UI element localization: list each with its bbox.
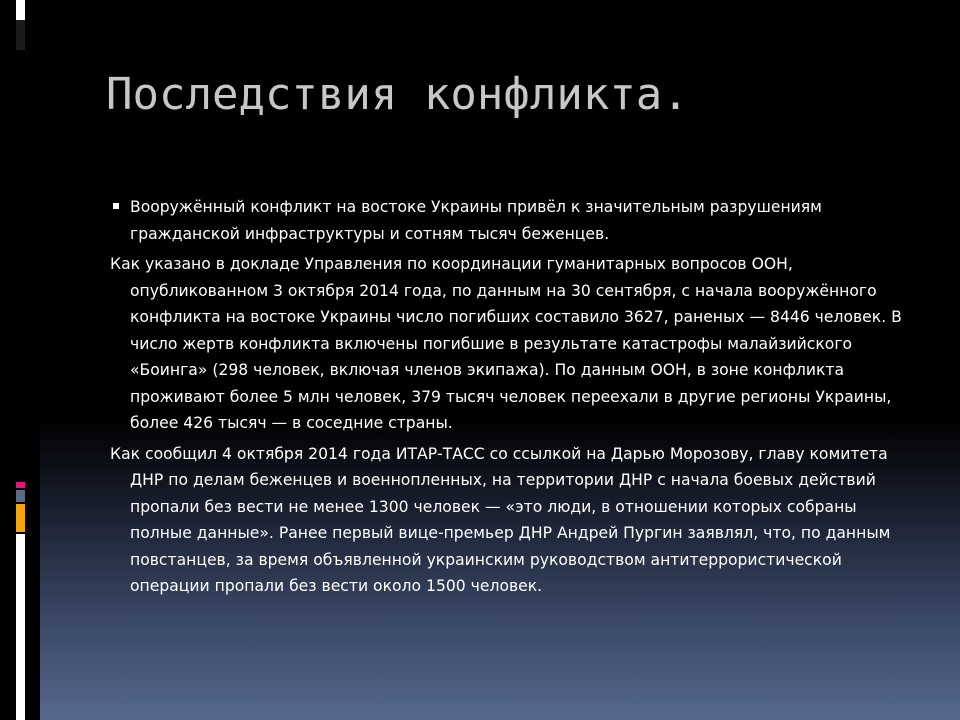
accent-bar-dark — [16, 20, 25, 50]
accent-bar-white-top — [16, 0, 25, 20]
bullet-item — [110, 194, 910, 247]
bullet-square-icon — [113, 203, 119, 209]
bullet-text: Вооружённый конфликт на востоке Украины привёл к значительным разрушениям гражданской инфраструктуры и сотням тысяч беженцев. — [130, 198, 822, 243]
accent-bar-pink — [16, 482, 25, 488]
accent-bar-slate — [16, 490, 25, 502]
accent-bar-white-bottom — [16, 534, 25, 720]
slide-body — [110, 194, 910, 604]
paragraph-casualties: Как указано в докладе Управления по координации гуманитарных вопросов ООН, опубликованном 3 октября 2014 года, по данным на 30 сентября, с начала вооружённого конфликта на востоке Украины число погибших составило 3627, раненых — 8446 человек. В число жертв конфликта включены погибшие в результате катастрофы малайзийского «Боинга» (298 человек, включая членов экипажа). По данным ООН, в зоне конфликта проживают более 5 млн человек, 379 тысяч человек переехали в другие регионы Украины, более 426 тысяч — в соседние страны. — [110, 255, 902, 432]
accent-bars — [0, 0, 40, 720]
paragraph-missing: Как сообщил 4 октября 2014 года ИТАР-ТАСС со ссылкой на Дарью Морозову, главу комитета ДНР по делам беженцев и военнопленных, на территории ДНР с начала боевых действий пропали без вести не менее 1300 человек — «это люди, в отношении которых собраны полные данные». Ранее первый вице-премьер ДНР Андрей Пургин заявлял, что, по данным повстанцев, за время объявленной украинским руководством антитеррористической операции пропали без вести около 1500 человек. — [110, 444, 891, 595]
slide-title: Последствия конфликта. — [106, 69, 689, 120]
accent-bar-orange — [16, 504, 25, 532]
